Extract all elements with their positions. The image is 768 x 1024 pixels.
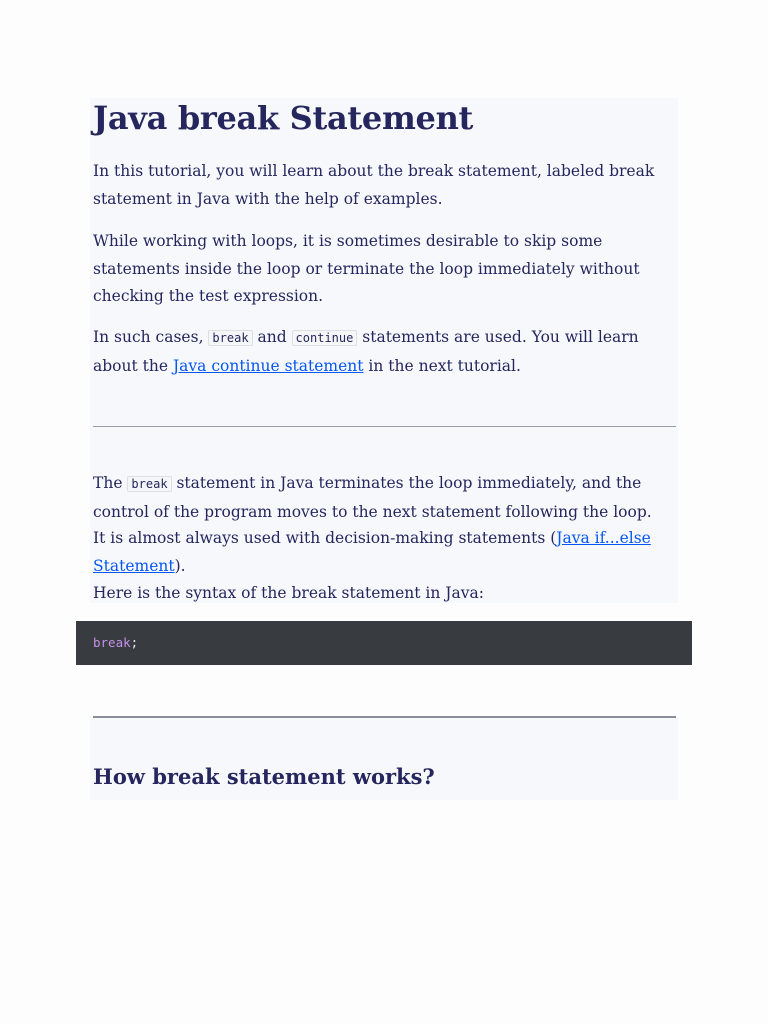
code-semicolon: ; bbox=[130, 635, 139, 650]
decision-making-paragraph bbox=[93, 525, 668, 580]
break-description-paragraph bbox=[93, 470, 668, 526]
code-block[interactable] bbox=[76, 621, 692, 665]
inline-code-break: break bbox=[208, 330, 252, 346]
text-segment: statements are used. You will learn about the bbox=[93, 328, 639, 375]
java-if-else-link[interactable]: Java if...else Statement bbox=[93, 529, 651, 575]
text-segment: and bbox=[252, 328, 292, 346]
page-title: Java break Statement bbox=[93, 99, 474, 137]
text-segment: ). bbox=[174, 556, 186, 575]
text-segment: In such cases, bbox=[93, 328, 209, 346]
text-segment: statement in Java terminates the loop immediately, and the control of the program moves to the next statement following the loop. bbox=[93, 474, 652, 521]
text-segment: The bbox=[93, 474, 128, 492]
code-keyword-break: break bbox=[93, 635, 131, 650]
java-continue-link[interactable]: Java continue statement bbox=[172, 356, 364, 375]
inline-code-continue: continue bbox=[292, 330, 358, 346]
section-heading: How break statement works? bbox=[93, 764, 435, 789]
text-segment: in the next tutorial. bbox=[363, 356, 521, 375]
syntax-intro-paragraph: Here is the syntax of the break statement in Java: bbox=[93, 584, 484, 602]
loops-paragraph: While working with loops, it is sometimes desirable to skip some statements inside the loop or terminate the loop immediately without checking the test expression. bbox=[93, 232, 640, 305]
text-segment: It is almost always used with decision-making statements ( bbox=[93, 529, 557, 547]
break-continue-paragraph bbox=[93, 324, 668, 380]
inline-code-break: break bbox=[127, 476, 171, 492]
intro-paragraph: In this tutorial, you will learn about the break statement, labeled break statement in Java with the help of examples. bbox=[93, 162, 655, 208]
section-divider bbox=[93, 426, 676, 427]
section-divider bbox=[93, 716, 676, 718]
